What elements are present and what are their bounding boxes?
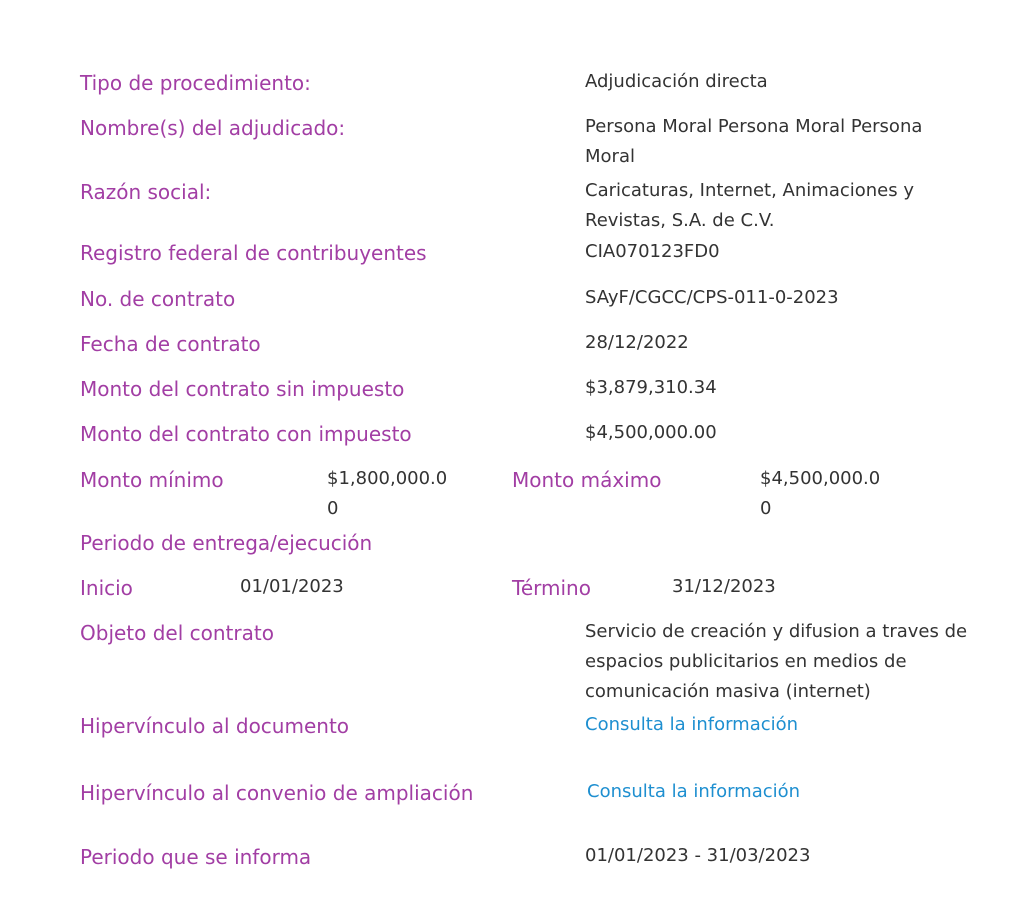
rfc-label: Registro federal de contribuyentes — [80, 241, 427, 265]
monto-con-impuesto-value: $4,500,000.00 — [585, 422, 717, 443]
adjudicado-label: Nombre(s) del adjudicado: — [80, 116, 346, 140]
razon-social-label: Razón social: — [80, 180, 212, 204]
hipervinculo-convenio-label: Hipervínculo al convenio de ampliación — [80, 781, 474, 805]
rfc-value: CIA070123FD0 — [585, 241, 720, 262]
monto-minimo-value: $1,800,000.00 — [327, 468, 448, 519]
inicio-label: Inicio — [80, 576, 133, 600]
razon-social-value: Caricaturas, Internet, Animaciones y Revistas, S.A. de C.V. — [585, 180, 914, 231]
termino-value: 31/12/2023 — [672, 576, 776, 597]
objeto-contrato-value: Servicio de creación y difusion a traves de espacios publicitarios en medios de comunicación masiva (internet) — [585, 621, 968, 702]
consulta-convenio-link[interactable]: Consulta la información — [587, 781, 801, 802]
monto-maximo-label: Monto máximo — [512, 468, 662, 492]
no-contrato-value: SAyF/CGCC/CPS-011-0-2023 — [585, 287, 839, 308]
monto-con-impuesto-label: Monto del contrato con impuesto — [80, 422, 412, 446]
hipervinculo-documento-label: Hipervínculo al documento — [80, 714, 350, 738]
monto-sin-impuesto-value: $3,879,310.34 — [585, 377, 717, 398]
periodo-entrega-label: Periodo de entrega/ejecución — [80, 531, 373, 555]
periodo-informa-value: 01/01/2023 - 31/03/2023 — [585, 845, 811, 866]
monto-maximo-value: $4,500,000.00 — [760, 468, 881, 519]
tipo-procedimiento-value: Adjudicación directa — [585, 71, 768, 92]
objeto-contrato-label: Objeto del contrato — [80, 621, 274, 645]
fecha-contrato-label: Fecha de contrato — [80, 332, 261, 356]
monto-sin-impuesto-label: Monto del contrato sin impuesto — [80, 377, 405, 401]
tipo-procedimiento-label: Tipo de procedimiento: — [80, 71, 311, 95]
termino-label: Término — [512, 576, 591, 600]
monto-minimo-label: Monto mínimo — [80, 468, 224, 492]
consulta-documento-link[interactable]: Consulta la información — [585, 714, 799, 735]
no-contrato-label: No. de contrato — [80, 287, 236, 311]
periodo-informa-label: Periodo que se informa — [80, 845, 312, 869]
inicio-value: 01/01/2023 — [240, 576, 344, 597]
fecha-contrato-value: 28/12/2022 — [585, 332, 689, 353]
adjudicado-value: Persona Moral Persona Moral Persona Moral — [585, 116, 923, 167]
